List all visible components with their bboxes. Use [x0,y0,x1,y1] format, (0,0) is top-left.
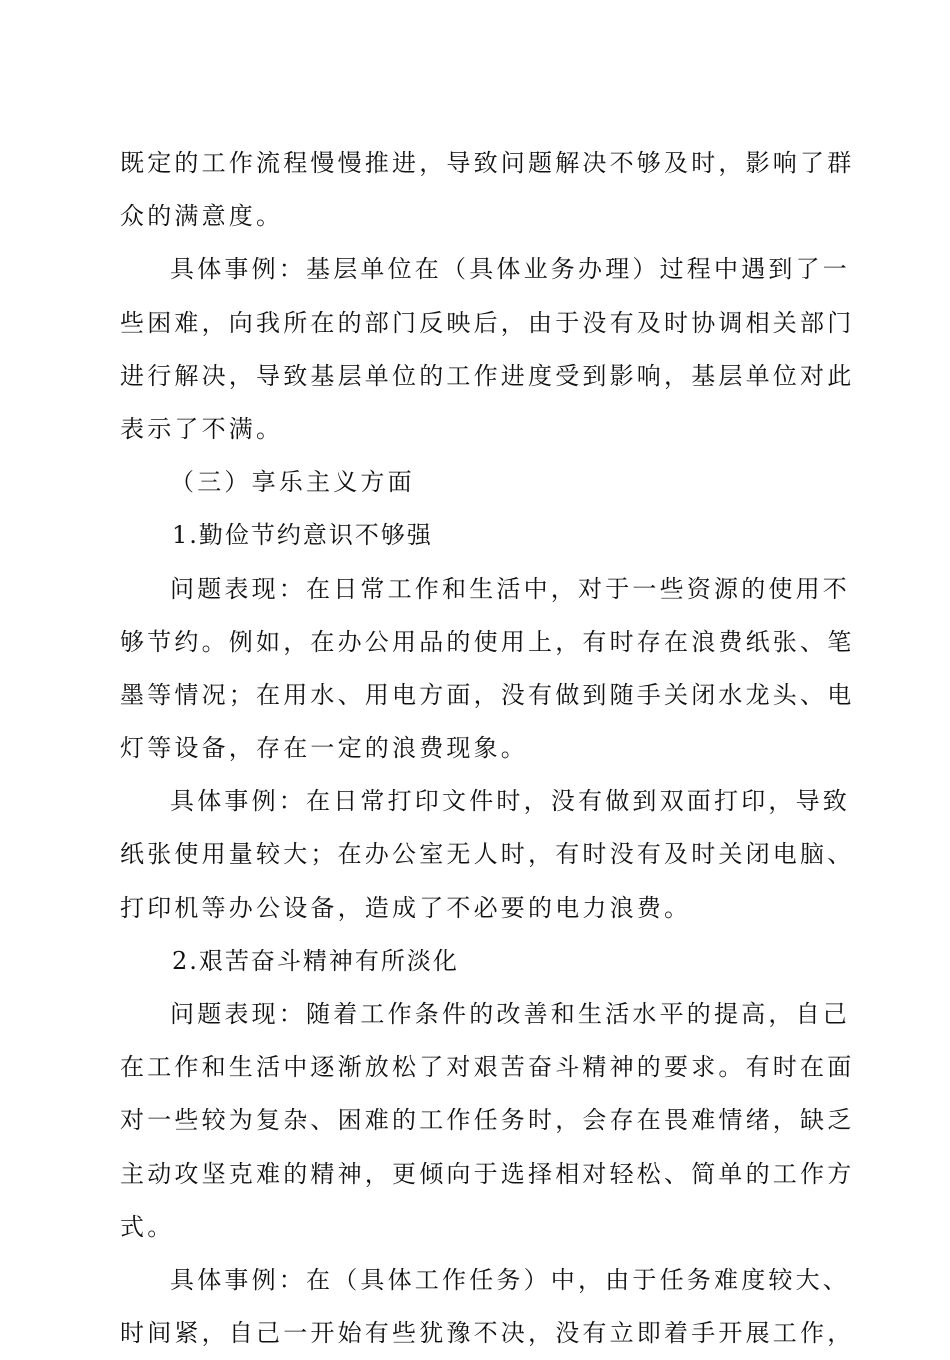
paragraph-line: 具体事例：在（具体工作任务）中，由于任务难度较大、 [170,1265,850,1294]
paragraph-line: 打印机等办公设备，造成了不必要的电力浪费。 [120,893,692,922]
paragraph-line: 些困难，向我所在的部门反映后，由于没有及时协调相关部门 [120,308,855,337]
paragraph-line: 进行解决，导致基层单位的工作进度受到影响，基层单位对此 [120,361,855,390]
section-heading: （三）享乐主义方面 [170,468,415,497]
paragraph-line: 墨等情况；在用水、用电方面，没有做到随手关闭水龙头、电 [120,680,855,709]
paragraph-line: 式。 [120,1212,175,1241]
paragraph-line: 够节约。例如，在办公用品的使用上，有时存在浪费纸张、笔 [120,627,855,656]
paragraph-line: 灯等设备，存在一定的浪费现象。 [120,734,528,763]
paragraph-line: 主动攻坚克难的精神，更倾向于选择相对轻松、简单的工作方 [120,1159,855,1188]
paragraph-line: 问题表现：在日常工作和生活中，对于一些资源的使用不 [170,574,850,603]
paragraph-line: 具体事例：在日常打印文件时，没有做到双面打印，导致 [170,787,850,816]
subsection-heading: 2.艰苦奋斗精神有所淡化 [172,946,459,975]
paragraph-line: 对一些较为复杂、困难的工作任务时，会存在畏难情绪，缺乏 [120,1106,855,1135]
paragraph-line: 时间紧，自己一开始有些犹豫不决，没有立即着手开展工作， [120,1319,855,1348]
paragraph-line: 表示了不满。 [120,414,284,443]
paragraph-line: 纸张使用量较大；在办公室无人时，有时没有及时关闭电脑、 [120,840,855,869]
subsection-heading: 1.勤俭节约意识不够强 [172,521,433,550]
paragraph-line: 众的满意度。 [120,202,284,231]
paragraph-line: 问题表现：随着工作条件的改善和生活水平的提高，自己 [170,1000,850,1028]
document-body [120,137,855,1360]
paragraph-line: 在工作和生活中逐渐放松了对艰苦奋斗精神的要求。有时在面 [120,1053,855,1082]
paragraph-line: 既定的工作流程慢慢推进，导致问题解决不够及时，影响了群 [120,149,855,177]
paragraph-line: 具体事例：基层单位在（具体业务办理）过程中遇到了一 [170,255,850,284]
